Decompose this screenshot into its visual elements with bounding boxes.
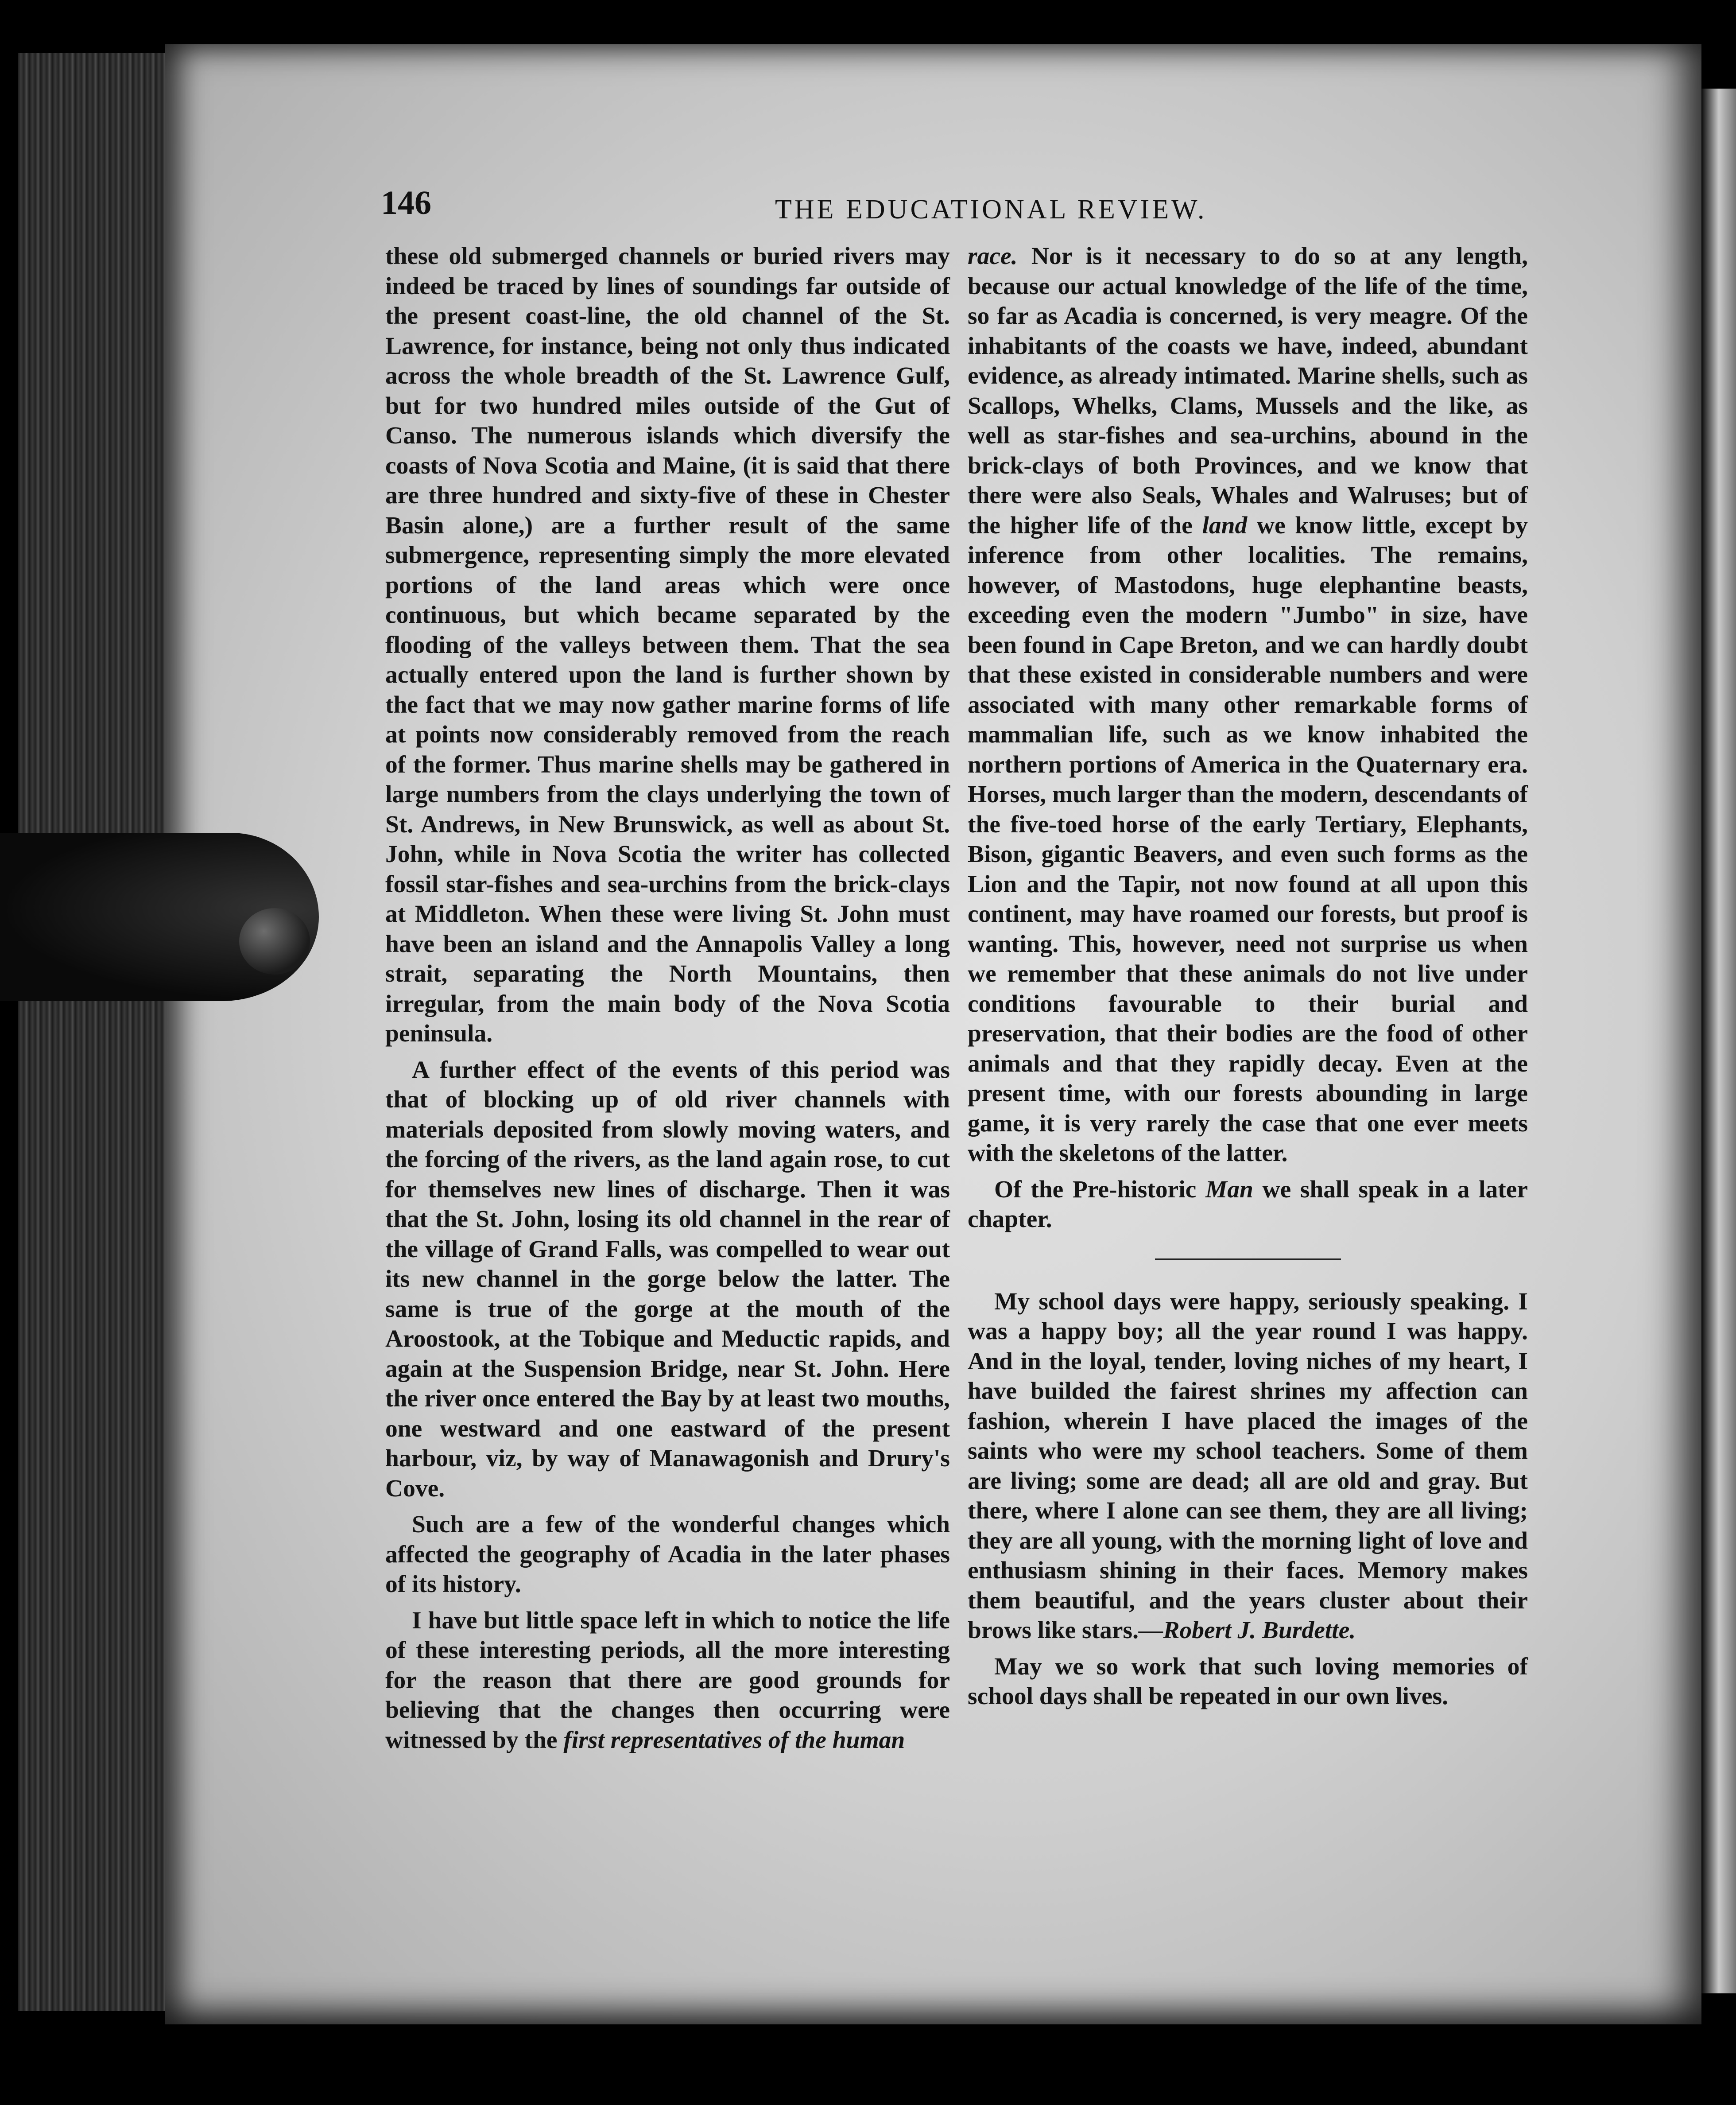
thumb-nail	[239, 908, 310, 975]
paragraph-wonderful-changes: Such are a few of the wonderful changes which affected the geography of Acadia in the later phases of its history.	[385, 1511, 950, 1598]
book-page-edges	[18, 53, 177, 2011]
paragraph-closing: May we so work that such loving memories of school days shall be repeated in our own lives.	[968, 1653, 1528, 1710]
next-page-edge	[1701, 89, 1736, 1993]
paragraph-submerged-channels: these old submerged channels or buried rivers may indeed be traced by lines of soundings far outside of the present coast-line, the old channel of the St. Lawrence, for instance, being not only thus indicated across the whole breadth of the St. Lawrence Gulf, but for two hundred miles outside of the Gut of Canso. The numerous islands which diversify the coasts of Nova Scotia and Maine, (it is said that there are three hundred and sixty-five of these in Chester Basin alone,) are a further result of the same submergence, representing simply the more elevated portions of the land areas which were once continuous, but which became separated by the flooding of the valleys between them. That the sea actually entered upon the land is further shown by the fact that we may now gather marine forms of life at points now considerably removed from the reach of the former. Thus marine shells may be gathered in large numbers from the clays underlying the town of St. Andrews, in New Brunswick, as well as about St. John, while in Nova Scotia the writer has collected fossil star-fishes and sea-urchins from the brick-clays at Middleton. When these were living St. John must have been an island and the Annapolis Valley a long strait, separating the North Mountains, then irregular, from the main body of the Nova Scotia peninsula.	[385, 243, 950, 1047]
prehistoric-text-b: we shall speak in a later chapter.	[968, 1176, 1528, 1233]
right-column	[968, 241, 1528, 1718]
left-column	[385, 241, 950, 1761]
quote-text: My school days were happy, seriously speaking. I was a happy boy; all the year round I was happy. And in the loyal, tender, loving niches of my heart, I have builded the fairest shrines my affection can fashion, wherein I have placed the images of the saints who were my school teachers. Some of them are living; some are dead; all are old and gray. But there, where I alone can see them, they are all living; they are all young, with the morning light of love and enthusiasm shining in their faces. Memory makes them beautiful, and the years cluster about their brows like stars.	[968, 1288, 1528, 1644]
life-periods-text: I have but little space left in which to notice the life of these interesting periods, all the more interesting for the reason that there are good grounds for believing that the changes then occurring were witnessed by the	[385, 1607, 950, 1754]
paragraph-school-days-quote	[968, 1287, 1528, 1646]
paragraph-prehistoric-man	[968, 1175, 1528, 1235]
land-italic: land	[1202, 512, 1248, 539]
section-divider	[1155, 1258, 1341, 1260]
paragraph-river-channels: A further effect of the events of this period was that of blocking up of old river channels with materials deposited from slowly moving waters, and the forcing of the rivers, as the land again rose, to cut for themselves new lines of discharge. Then it was that the St. John, losing its old channel in the rear of the village of Grand Falls, was compelled to wear out its new channel in the gorge below the latter. The same is true of the gorge at the mouth of the Aroostook, at the Tobique and Meductic rapids, and again at the Suspension Bridge, near St. John. Here the river once entered the Bay by at least two mouths, one westward and one eastward of the present harbour, viz, by way of Manawagonish and Drury's Cove.	[385, 1056, 950, 1502]
race-italic: race.	[968, 243, 1018, 270]
page-number: 146	[381, 184, 431, 221]
paragraph-life-continued	[968, 241, 1528, 1169]
quote-attribution: —Robert J. Burdette.	[1138, 1617, 1356, 1644]
prehistoric-text-a: Of the Pre-historic	[994, 1176, 1205, 1203]
paragraph-life-periods	[385, 1606, 950, 1755]
life-continued-text-a: Nor is it necessary to do so at any length, because our actual knowledge of the life of the time, so far as Acadia is concerned, is very meagre. Of the inhabitants of the coasts we have, indeed, abundant evidence, as already intimated. Marine shells, such as Scallops, Whelks, Clams, Mussels and the like, as well as star-fishes and sea-urchins, abound in the brick-clays of both Provinces, and we know that there were also Seals, Whales and Walruses; but of the higher life of the	[968, 243, 1528, 539]
running-title: THE EDUCATIONAL REVIEW.	[775, 194, 1207, 225]
life-continued-text-b: we know little, except by inference from other localities. The remains, however, of Mastodons, huge elephantine beasts, exceeding even the modern "Jumbo" in size, have been found in Cape Breton, and we can hardly doubt that these existed in considerable numbers and were associated with many other remarkable forms of mammalian life, such as we know inhabited the northern portions of America in the Quaternary era. Horses, much larger than the modern, descendants of the five-toed horse of the early Tertiary, Elephants, Bison, gigantic Beavers, and even such forms as the Lion and the Tapir, not now found at all upon this continent, may have roamed our forests, but proof is wanting. This, however, need not surprise us when we remember that these animals do not live under conditions favourable to their burial and preservation, that their bodies are the food of other animals and that they rapidly decay. Even at the present time, with our forests abounding in large game, it is very rarely the case that one ever meets with the skeletons of the latter.	[968, 512, 1528, 1167]
first-representatives-italic: first representatives of the human	[563, 1726, 905, 1754]
man-italic: Man	[1205, 1176, 1253, 1203]
